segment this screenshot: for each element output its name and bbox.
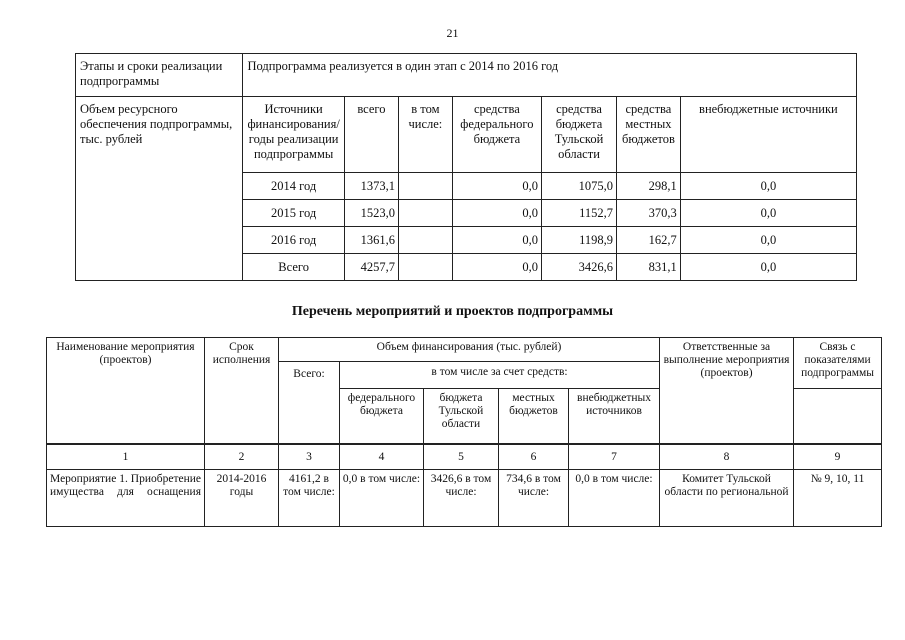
federal-cell: 0,0	[452, 254, 541, 281]
header-incl: в том числе:	[399, 97, 453, 173]
header-regional: бюджета Тульской области	[424, 389, 499, 445]
total-cell: 1523,0	[344, 200, 398, 227]
header-incl: в том числе за счет средств:	[340, 362, 660, 389]
year-cell: Всего	[243, 254, 344, 281]
header-extrabudget: внебюджетных источников	[569, 389, 660, 445]
incl-cell	[399, 227, 453, 254]
year-cell: 2016 год	[243, 227, 344, 254]
header-link-empty	[794, 389, 882, 445]
activity-federal: 0,0 в том числе:	[340, 470, 424, 527]
activity-regional: 3426,6 в том числе:	[424, 470, 499, 527]
header-source: Источники финансирования/ годы реализации подпрограммы	[243, 97, 344, 173]
extrabudget-cell: 0,0	[680, 227, 856, 254]
header-responsible: Ответственные за выполнение мероприятия (проектов)	[660, 338, 794, 445]
year-cell: 2014 год	[243, 173, 344, 200]
federal-cell: 0,0	[452, 227, 541, 254]
col-number: 1	[47, 444, 205, 470]
federal-cell: 0,0	[452, 173, 541, 200]
year-cell: 2015 год	[243, 200, 344, 227]
header-term: Срок исполнения	[205, 338, 279, 445]
local-cell: 162,7	[617, 227, 681, 254]
regional-cell: 1152,7	[541, 200, 616, 227]
activity-extrabudget: 0,0 в том числе:	[569, 470, 660, 527]
header-total: Всего:	[279, 362, 340, 445]
extrabudget-cell: 0,0	[680, 173, 856, 200]
extrabudget-cell: 0,0	[680, 254, 856, 281]
activity-link: № 9, 10, 11	[794, 470, 882, 527]
stages-value: Подпрограмма реализуется в один этап с 2014 по 2016 год	[243, 54, 857, 97]
col-number: 9	[794, 444, 882, 470]
col-number: 5	[424, 444, 499, 470]
total-cell: 1361,6	[344, 227, 398, 254]
col-number: 7	[569, 444, 660, 470]
local-cell: 370,3	[617, 200, 681, 227]
incl-cell	[399, 173, 453, 200]
header-link: Связь с показателями подпрограммы	[794, 338, 882, 389]
col-number: 4	[340, 444, 424, 470]
header-name: Наименование мероприятия (проектов)	[47, 338, 205, 445]
incl-cell	[399, 200, 453, 227]
col-number: 6	[499, 444, 569, 470]
activity-total: 4161,2 в том числе:	[279, 470, 340, 527]
page-number: 21	[446, 26, 459, 40]
volume-label: Объем ресурсного обеспечения подпрограммы, тыс. рублей	[76, 97, 243, 281]
header-federal: федерального бюджета	[340, 389, 424, 445]
header-local: средства местных бюджетов	[617, 97, 681, 173]
regional-cell: 1075,0	[541, 173, 616, 200]
header-volume: Объем финансирования (тыс. рублей)	[279, 338, 660, 362]
col-number: 8	[660, 444, 794, 470]
total-cell: 1373,1	[344, 173, 398, 200]
header-extrabudget: внебюджетные источники	[680, 97, 856, 173]
table-row	[47, 470, 882, 527]
header-federal: средства федерального бюджета	[452, 97, 541, 173]
activity-term: 2014-2016 годы	[205, 470, 279, 527]
resource-table	[75, 53, 857, 281]
local-cell: 298,1	[617, 173, 681, 200]
column-numbers-row	[47, 444, 882, 470]
federal-cell: 0,0	[452, 200, 541, 227]
section-title: Перечень мероприятий и проектов подпрограммы	[291, 304, 614, 319]
incl-cell	[399, 254, 453, 281]
total-cell: 4257,7	[344, 254, 398, 281]
header-total: всего	[344, 97, 398, 173]
regional-cell: 1198,9	[541, 227, 616, 254]
col-number: 2	[205, 444, 279, 470]
activity-name: Мероприятие 1. Приобретение имущества для оснащения	[47, 470, 205, 527]
activities-table	[46, 337, 882, 527]
header-local: местных бюджетов	[499, 389, 569, 445]
regional-cell: 3426,6	[541, 254, 616, 281]
local-cell: 831,1	[617, 254, 681, 281]
activity-responsible: Комитет Тульской области по региональной	[660, 470, 794, 527]
stages-label: Этапы и сроки реализации подпрограммы	[76, 54, 243, 97]
header-regional: средства бюджета Тульской области	[541, 97, 616, 173]
col-number: 3	[279, 444, 340, 470]
activity-local: 734,6 в том числе:	[499, 470, 569, 527]
extrabudget-cell: 0,0	[680, 200, 856, 227]
